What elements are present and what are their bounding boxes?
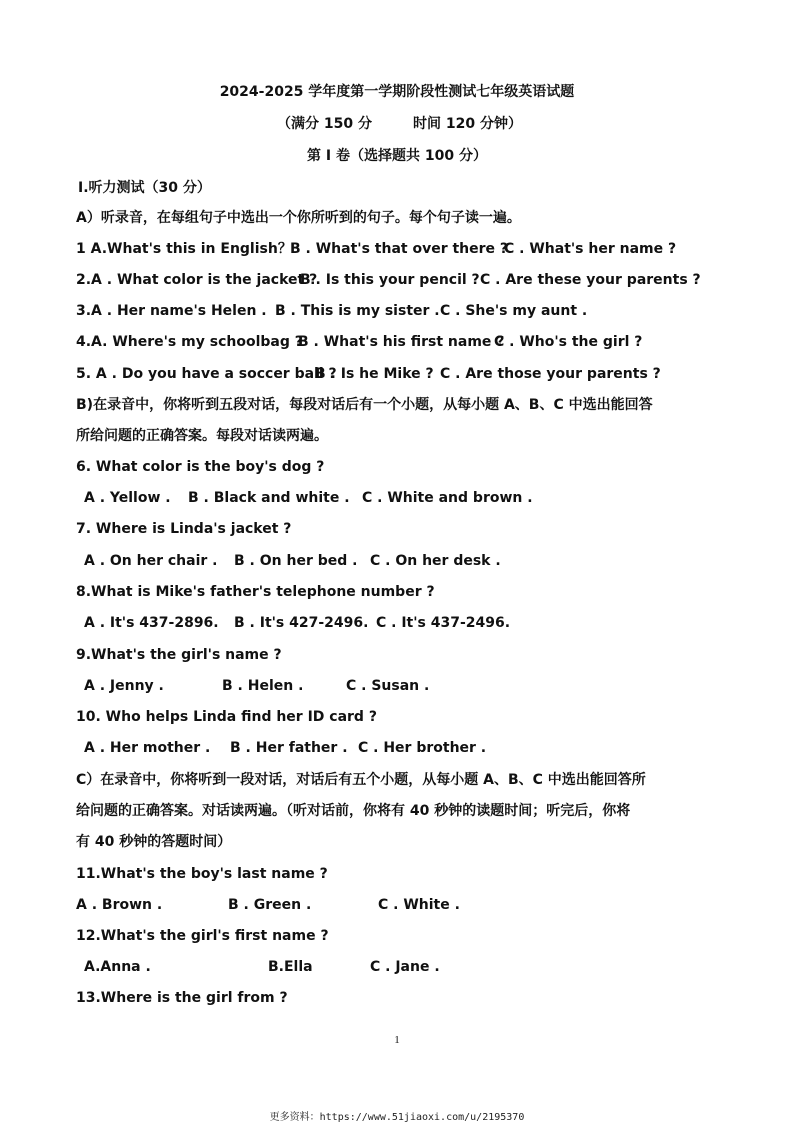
option-c: C . Who's the girl ? xyxy=(494,334,643,350)
option-b: B . What's his first name ? xyxy=(298,334,505,350)
part-a-instruction: A）听录音，在每组句子中选出一个你所听到的句子。每个句子读一遍。 xyxy=(76,210,521,226)
footer-resource-link: 更多资料：https://www.51jiaoxi.com/u/2195370 xyxy=(269,1112,525,1123)
option-c: C . What's her name ? xyxy=(504,241,677,257)
option-c: C . On her desk . xyxy=(370,553,501,569)
part-b-instruction-line1: B)在录音中，你将听到五段对话，每段对话后有一个小题，从每小题 A、B、C 中选出能回答 xyxy=(76,397,653,413)
option-a: A . Brown . xyxy=(76,897,163,913)
option-a: 3.A . Her name's Helen . xyxy=(76,303,267,319)
option-c: C . Her brother . xyxy=(358,740,487,756)
volume-heading: 第 Ⅰ 卷（选择题共 100 分） xyxy=(307,148,487,164)
option-b: B . Black and white . xyxy=(188,490,350,506)
option-a: 4.A. Where's my schoolbag ? xyxy=(76,334,303,350)
option-b: B . Helen . xyxy=(222,678,304,694)
question-13: 13.Where is the girl from ? xyxy=(76,990,288,1006)
part-c-instruction-line1: C）在录音中，你将听到一段对话，对话后有五个小题，从每小题 A、B、C 中选出能回答所 xyxy=(76,772,646,788)
part-c-instruction-line3: 有 40 秒钟的答题时间） xyxy=(76,834,232,850)
time-limit: 时间 120 分钟） xyxy=(413,116,522,132)
part-c-instruction-line2: 给问题的正确答案。对话读两遍。（听对话前，你将有 40 秒钟的读题时间；听完后，你将 xyxy=(76,803,631,819)
option-c: C . White . xyxy=(378,897,460,913)
option-b: B . Green . xyxy=(228,897,312,913)
option-b: B . Is this your pencil ? xyxy=(300,272,480,288)
option-a: 2.A . What color is the jacket ? xyxy=(76,272,318,288)
part-b-instruction-line2: 所给问题的正确答案。每段对话读两遍。 xyxy=(76,428,328,444)
option-c: C . White and brown . xyxy=(362,490,533,506)
option-a: A.Anna . xyxy=(84,959,151,975)
option-b: B . Her father . xyxy=(230,740,348,756)
question-8: 8.What is Mike's father's telephone number ? xyxy=(76,584,435,600)
option-b: B . It's 427-2496. xyxy=(234,615,369,631)
option-b: B . What's that over there ? xyxy=(290,241,509,257)
option-b: B . Is he Mike ? xyxy=(315,366,434,382)
option-a: A . Yellow . xyxy=(84,490,171,506)
option-b: B . On her bed . xyxy=(234,553,358,569)
option-c: C . Jane . xyxy=(370,959,440,975)
question-7: 7. Where is Linda's jacket ? xyxy=(76,521,292,537)
option-a: 1 A.What's this in English？ xyxy=(76,241,292,257)
option-b: B . This is my sister . xyxy=(275,303,440,319)
full-score: （满分 150 分 xyxy=(277,116,372,132)
option-c: C . It's 437-2496. xyxy=(376,615,511,631)
option-c: C . Susan . xyxy=(346,678,430,694)
page-number: 1 xyxy=(394,1034,400,1046)
question-12: 12.What's the girl's first name ? xyxy=(76,928,329,944)
option-a: A . On her chair . xyxy=(84,553,218,569)
option-a: A . Her mother . xyxy=(84,740,211,756)
question-6: 6. What color is the boy's dog ? xyxy=(76,459,325,475)
option-c: C . Are these your parents ? xyxy=(480,272,701,288)
option-c: C . Are those your parents ? xyxy=(440,366,661,382)
exam-title: 2024-2025 学年度第一学期阶段性测试七年级英语试题 xyxy=(219,84,575,100)
option-c: C . She's my aunt . xyxy=(440,303,588,319)
question-9: 9.What's the girl's name ? xyxy=(76,647,282,663)
option-a: 5. A . Do you have a soccer ball ? xyxy=(76,366,337,382)
section-listening-heading: Ⅰ.听力测试（30 分） xyxy=(78,180,211,196)
option-a: A . Jenny . xyxy=(84,678,164,694)
question-11: 11.What's the boy's last name ? xyxy=(76,866,328,882)
question-10: 10. Who helps Linda find her ID card ? xyxy=(76,709,377,725)
option-a: A . It's 437-2896. xyxy=(84,615,219,631)
option-b: B.Ella xyxy=(268,959,313,975)
